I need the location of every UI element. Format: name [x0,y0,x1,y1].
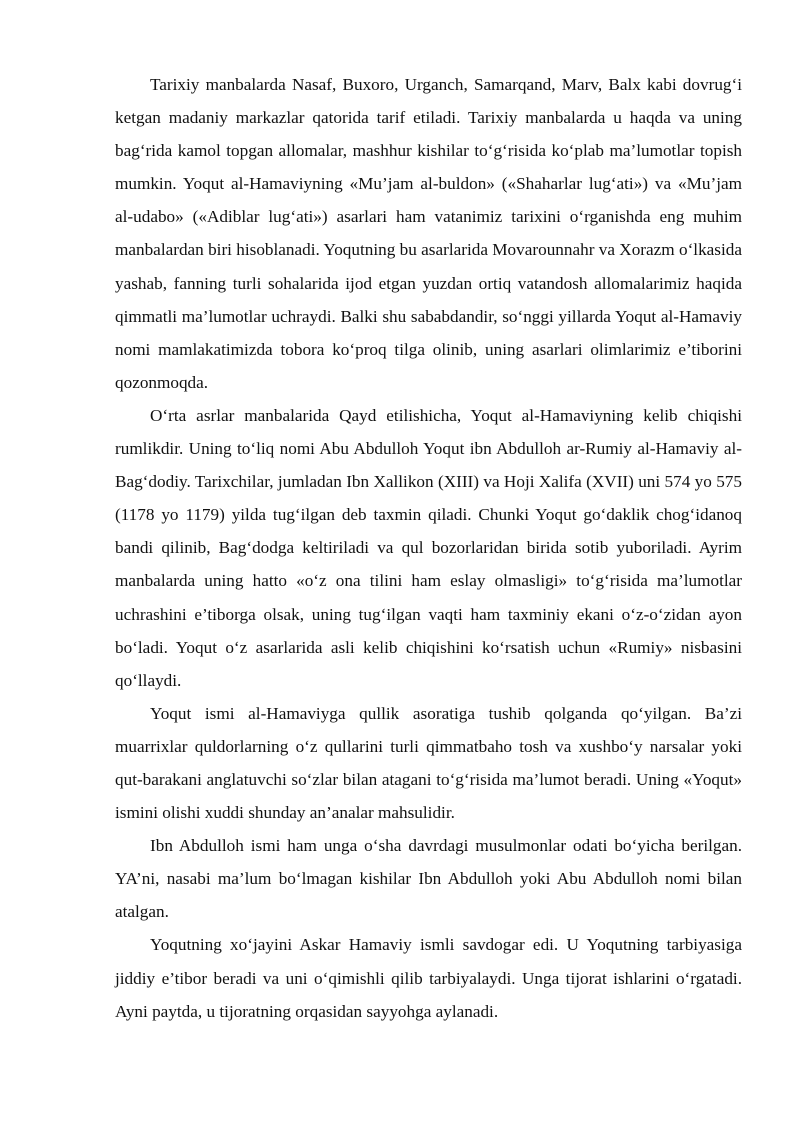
paragraph-2: O‘rta asrlar manbalarida Qayd etilishicha, Yoqut al-Hamaviyning kelib chiqishi rumlikdir. Uning to‘liq nomi Abu Abdulloh Yoqut ibn Abdulloh ar-Rumiy al-Hamaviy al-Bag‘dodiy. Tarixchilar, jumladan Ibn Xallikon (XIII) va Hoji Xalifa (XVII) uni 574 yo 575 (1178 yo 1179) yilda tug‘ilgan deb taxmin qiladi. Chunki Yoqut go‘daklik chog‘idanoq bandi qilinib, Bag‘dodga keltiriladi va qul bozorlaridan birida sotib yuboriladi. Ayrim manbalarda uning hatto «o‘z ona tilini ham eslay olmasligi» to‘g‘risida ma’lumotlar uchrashini e’tiborga olsak, uning tug‘ilgan vaqti ham taxminiy ekani o‘z-o‘zidan ayon bo‘ladi. Yoqut o‘z asarlarida asli kelib chiqishini ko‘rsatish uchun «Rumiy» nisbasini qo‘llaydi. [115,405,742,690]
paragraph-5: Yoqutning xo‘jayini Askar Hamaviy ismli savdogar edi. U Yoqutning tarbiyasiga jiddiy e’tibor beradi va uni o‘qimishli qilib tarbiyalaydi. Unga tijorat ishlarini o‘rgatadi. Ayni paytda, u tijoratning orqasidan sayyohga aylanadi. [115,935,742,1021]
document-page [115,68,742,1028]
paragraph-1: Tarixiy manbalarda Nasaf, Buxoro, Urganch, Samarqand, Marv, Balx kabi dovrug‘i ketgan madaniy markazlar qatorida tarif etiladi. Tarixiy manbalarda u haqda va uning bag‘rida kamol topgan allomalar, mashhur kishilar to‘g‘risida ko‘plab ma’lumotlar topish mumkin. Yoqut al-Hamaviyning «Mu’jam al-buldon» («Shaharlar lug‘ati») va «Mu’jam al-udabo» («Adiblar lug‘ati») asarlari ham vatanimiz tarixini o‘rganishda eng muhim manbalardan biri hisoblanadi. Yoqutning bu asarlarida Movarounnahr va Xorazm o‘lkasida yashab, fanning turli sohalarida ijod etgan yuzdan ortiq vatandosh allomalarimiz haqida qimmatli ma’lumotlar uchraydi. Balki shu sababdandir, so‘nggi yillarda Yoqut al-Hamaviy nomi mamlakatimizda tobora ko‘proq tilga olinib, uning asarlari olimlarimiz e’tiborini qozonmoqda. [115,75,742,392]
paragraph-3: Yoqut ismi al-Hamaviyga qullik asoratiga tushib qolganda qo‘yilgan. Ba’zi muarrixlar quldorlarning o‘z qullarini turli qimmatbaho tosh va xushbo‘y narsalar yoki qut-barakani anglatuvchi so‘zlar bilan atagani to‘g‘risida ma’lumot beradi. Uning «Yoqut» ismini olishi xuddi shunday an’analar mahsulidir. [115,703,742,823]
paragraph-4: Ibn Abdulloh ismi ham unga o‘sha davrdagi musulmonlar odati bo‘yicha berilgan. YA’ni, nasabi ma’lum bo‘lmagan kishilar Ibn Abdulloh yoki Abu Abdulloh nomi bilan atalgan. [115,836,742,922]
